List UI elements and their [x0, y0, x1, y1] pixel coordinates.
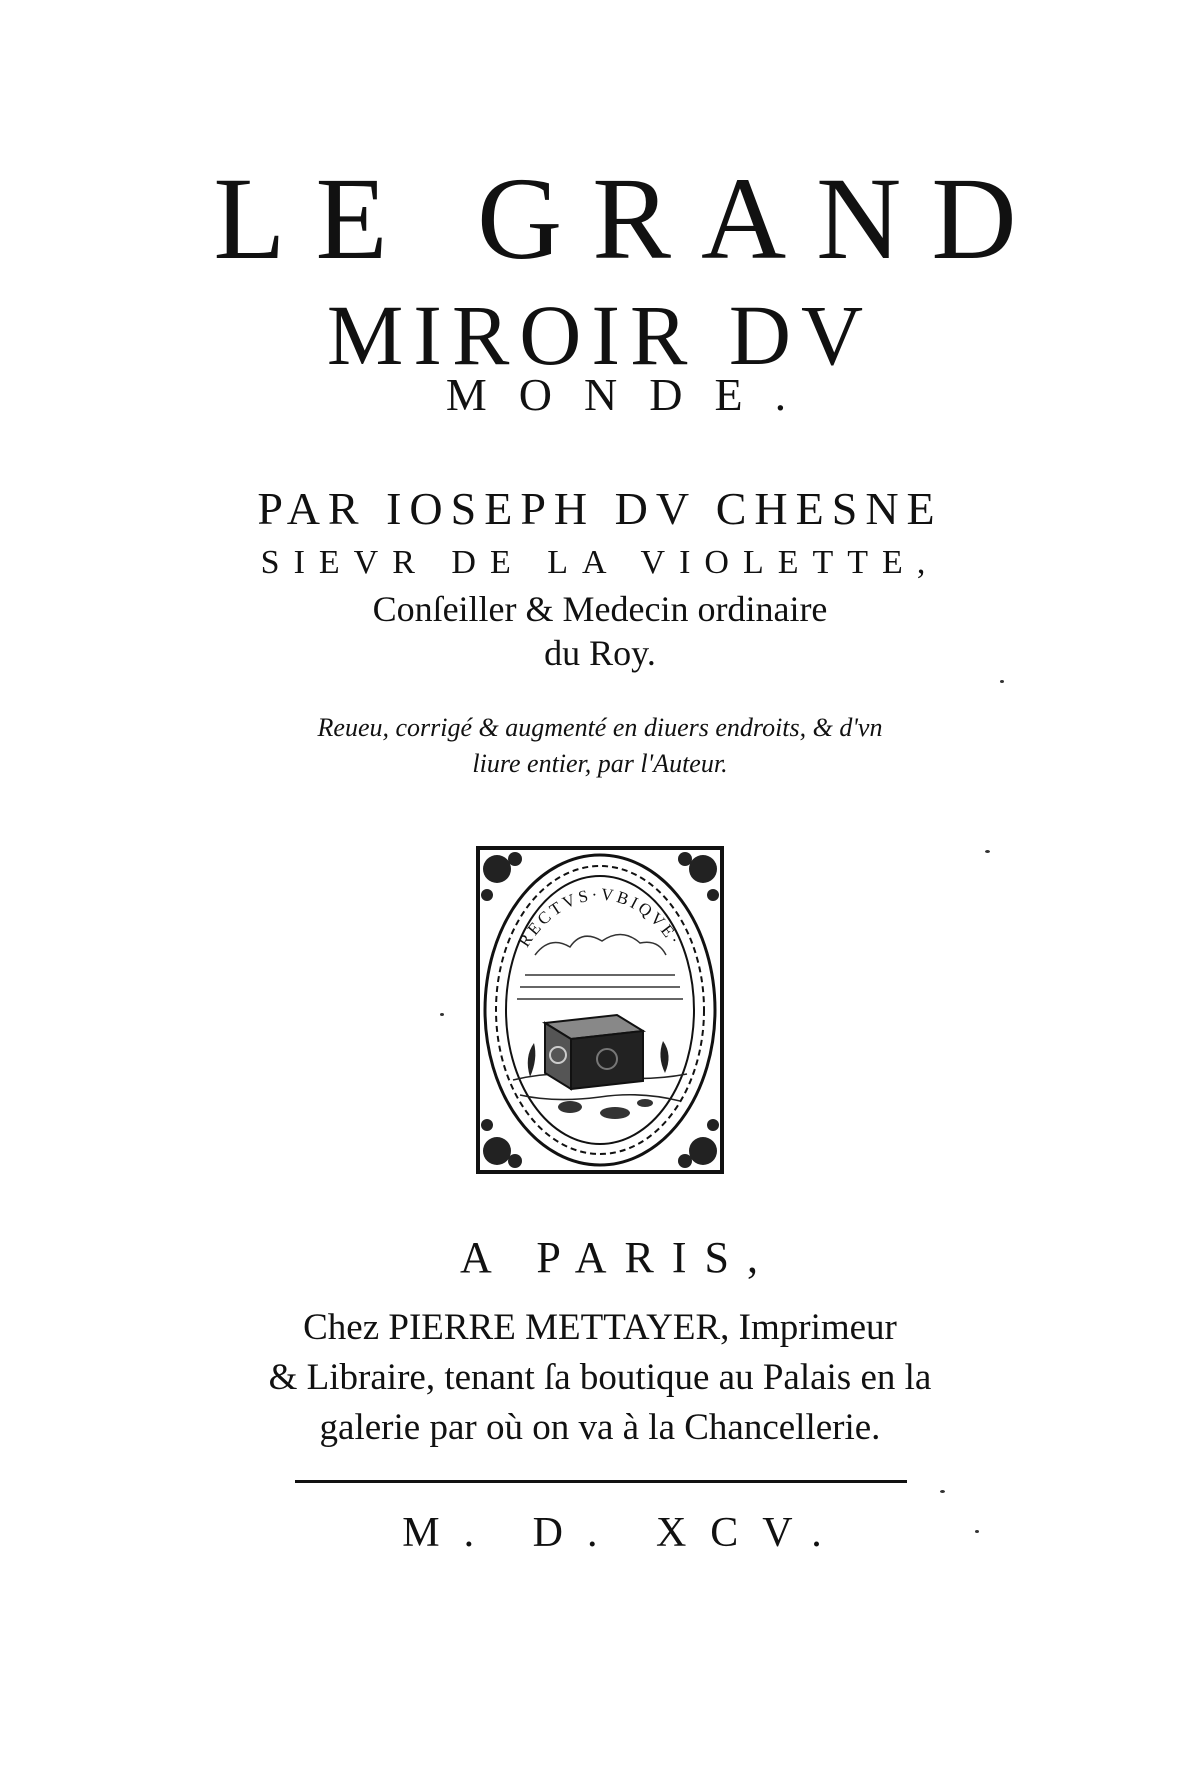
author-office-cont: du Roy. [544, 633, 656, 673]
horizontal-rule [295, 1480, 907, 1483]
title-line-3: MONDE. [445, 369, 819, 420]
imprint-line-3: galerie par où on va à la Chancellerie. [319, 1407, 881, 1448]
ink-speck [440, 1013, 444, 1016]
printers-mark-image [475, 845, 725, 1175]
imprint-line-1: Chez PIERRE METTAYER, Imprimeur [303, 1307, 897, 1348]
author-name: PAR IOSEPH DV CHESNE [257, 483, 943, 534]
author-title: SIEVR DE LA VIOLETTE, [260, 544, 940, 581]
revision-note-line-1: Reueu, corrigé & augmenté en diuers endroits, & d'vn [317, 713, 883, 742]
ink-speck [975, 1530, 979, 1533]
title-line-2: MIROIR DV [326, 287, 874, 383]
ink-speck [940, 1490, 945, 1493]
ink-speck [1000, 680, 1004, 683]
imprint-place: A PARIS, [459, 1233, 777, 1282]
publication-date: M. D. XCV. [402, 1510, 846, 1556]
imprint-line-2: & Libraire, tenant ſa boutique au Palais en la [268, 1357, 932, 1398]
title-line-1: LE GRAND [213, 153, 1047, 284]
revision-note-line-2: liure entier, par l'Auteur. [472, 749, 728, 778]
ink-speck [985, 850, 990, 853]
author-office: Conſeiller & Medecin ordinaire [372, 589, 828, 629]
printers-mark-motto: RECTVS·VBIQVE· [514, 884, 686, 951]
